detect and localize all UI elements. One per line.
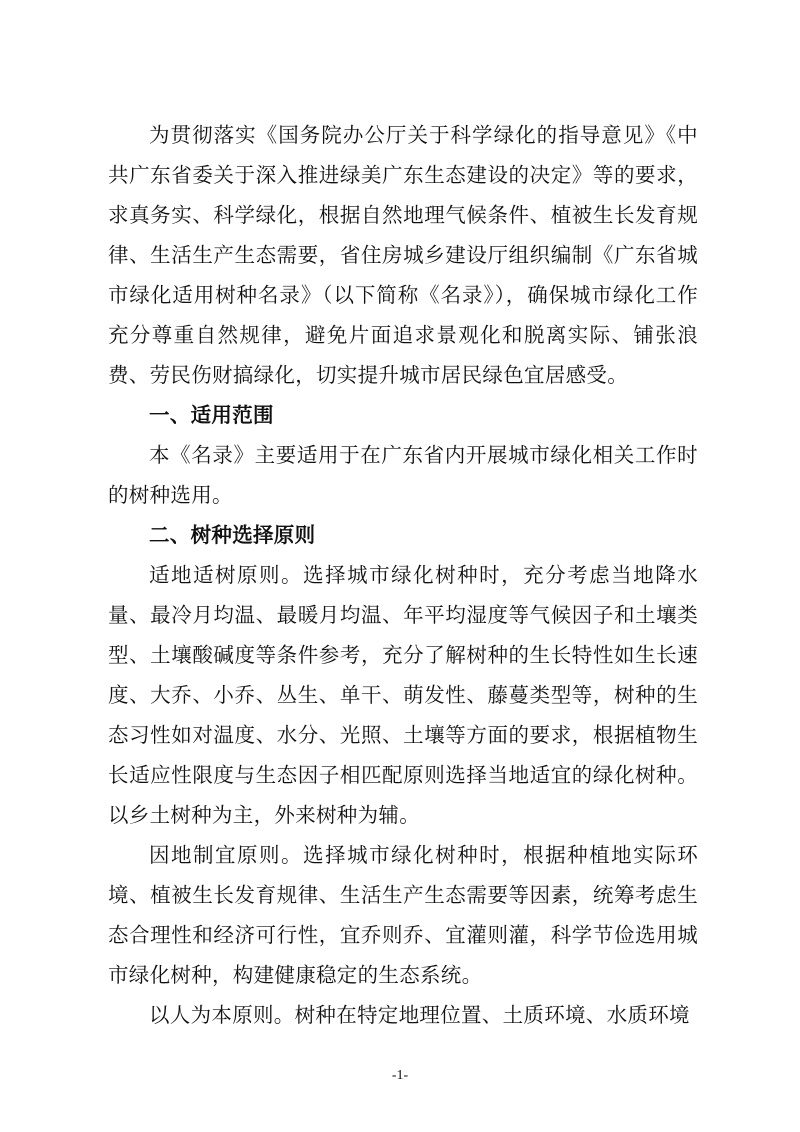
principle-paragraph-site: 适地适树原则。选择城市绿化树种时，充分考虑当地降水量、最冷月均温、最暖月均温、年平均湿度等气候因子和土壤类型、土壤酸碱度等条件参考，充分了解树种的生长特性如生长速度、大乔、小乔、丛生、单干、萌发性、藤蔓类型等，树种的生态习性如对温度、水分、光照、土壤等方面的要求，根据植物生长适应性限度与生态因子相匹配原则选择当地适宜的绿化树种。以乡土树种为主，外来树种为辅。 bbox=[108, 563, 698, 827]
principle-paragraph-people: 以人为本原则。树种在特定地理位置、土质环境、水质环境 bbox=[149, 1003, 690, 1027]
scope-paragraph: 本《名录》主要适用于在广东省内开展城市绿化相关工作时的树种选用。 bbox=[108, 443, 698, 507]
section-heading-scope: 一、适用范围 bbox=[149, 403, 274, 427]
document-body bbox=[108, 115, 698, 1035]
page-number: -1- bbox=[391, 1068, 409, 1083]
intro-paragraph: 为贯彻落实《国务院办公厅关于科学绿化的指导意见》《中共广东省委关于深入推进绿美广东生态建设的决定》等的要求，求真务实、科学绿化，根据自然地理气候条件、植被生长发育规律、生活生产生态需要，省住房城乡建设厅组织编制《广东省城市绿化适用树种名录》（以下简称《名录》），确保城市绿化工作充分尊重自然规律，避免片面追求景观化和脱离实际、铺张浪费、劳民伤财搞绿化，切实提升城市居民绿色宜居感受。 bbox=[108, 123, 698, 387]
principle-paragraph-local: 因地制宜原则。选择城市绿化树种时，根据种植地实际环境、植被生长发育规律、生活生产生态需要等因素，统筹考虑生态合理性和经济可行性，宜乔则乔、宜灌则灌，科学节俭选用城市绿化树种，构建健康稳定的生态系统。 bbox=[108, 843, 698, 987]
section-heading-principles: 二、树种选择原则 bbox=[149, 523, 316, 547]
